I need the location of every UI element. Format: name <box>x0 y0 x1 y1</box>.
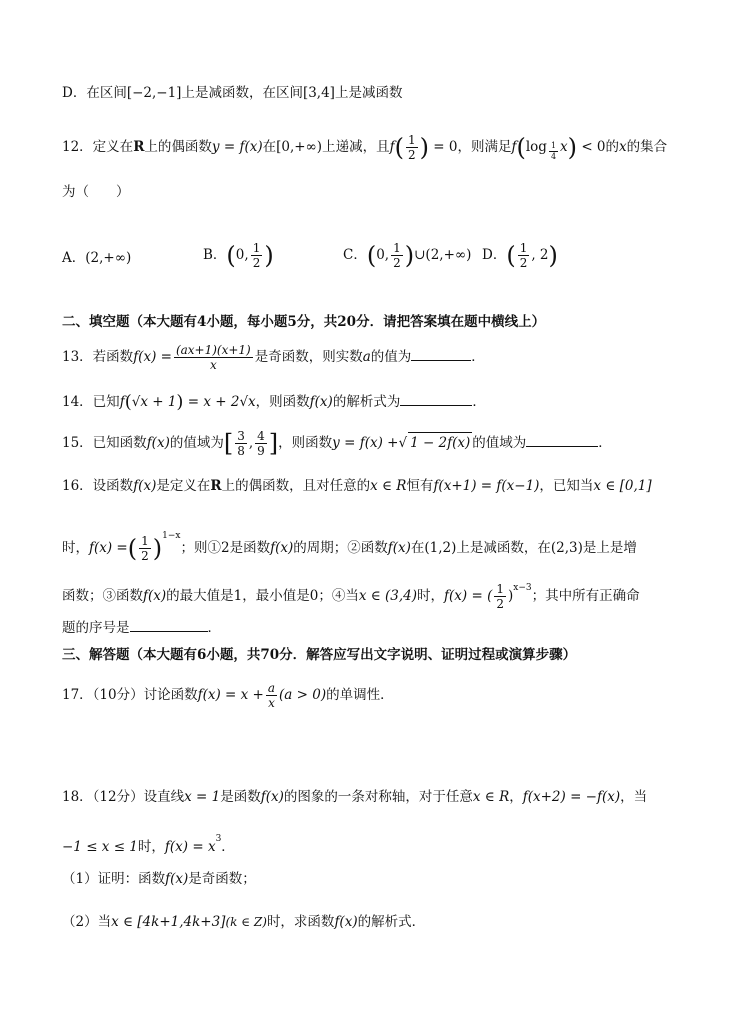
q15-y: y = f(x) + <box>332 435 399 451</box>
q16-l3-c: 时， <box>417 588 445 604</box>
q15-frac-2 <box>255 430 267 457</box>
q12-paren-open: ( <box>394 133 404 162</box>
q12-option-c <box>343 242 471 269</box>
q18-fx: f(x) <box>260 789 284 805</box>
q16-answer-blank[interactable] <box>130 617 208 632</box>
q12-eq0: = 0 <box>433 139 458 155</box>
q18-part1 <box>62 869 256 889</box>
q16-l1-d: 恒有 <box>406 478 434 494</box>
q14-answer-blank[interactable] <box>400 391 472 406</box>
q14-open: ( <box>124 391 132 413</box>
q16-l1-c: 上的偶函数，且对任意的 <box>221 478 371 494</box>
q16-half-den: 2 <box>141 549 149 563</box>
q12-b-num: 1 <box>252 241 261 255</box>
q16-xin01: x ∈ [0,1] <box>593 478 652 494</box>
q16-xinR: x ∈ R <box>370 478 407 494</box>
q16-close: ) <box>152 534 163 563</box>
q13 <box>62 344 485 371</box>
q16-half-num2: 1 <box>496 582 504 596</box>
q18-line1 <box>62 787 647 807</box>
q15-fx: f(x) <box>146 435 170 451</box>
q12-option-c-label: C． <box>343 247 367 263</box>
q12-stem-line2 <box>62 182 130 202</box>
q12-c-right: ∪(2,+∞) <box>414 247 472 263</box>
q12-text-a: 12．定义在 <box>62 139 134 155</box>
q16-line4 <box>62 617 221 638</box>
q12-b-den: 2 <box>252 256 261 270</box>
q16-l1-e: ，已知当 <box>539 478 594 494</box>
q12-d-frac <box>518 242 530 269</box>
q12-text-e: 上递减，且 <box>322 139 390 155</box>
q13-fx: f(x) = <box>133 349 172 365</box>
q15-close: ] <box>268 429 279 458</box>
q18-l2-c: f(x) = x <box>164 839 216 855</box>
q18-p1-a: （1）证明：函数 <box>62 871 166 887</box>
q18-l1-b: 是函数 <box>220 789 261 805</box>
q14-prefix: 14．已知 <box>62 394 120 410</box>
q16-l2-d: 在 <box>410 540 425 556</box>
q12-log: log <box>525 139 547 155</box>
q14-fx: f(x) <box>309 394 333 410</box>
q12-half-den: 2 <box>407 148 416 162</box>
section-3-heading <box>62 645 576 665</box>
q18-p1-b: 是奇函数； <box>188 871 256 887</box>
q12-b-close: ) <box>264 241 274 270</box>
q12-b-left: 0, <box>235 247 249 263</box>
q15-frac-1 <box>235 430 247 457</box>
q16-fx: f(x) <box>133 478 157 494</box>
q15-r1-num: 3 <box>237 429 245 443</box>
q13-den: x <box>209 358 217 372</box>
q15-r1-den: 8 <box>237 444 245 458</box>
q14-rhs: = x + 2√x <box>187 394 256 410</box>
q12-log-base-num: 1 <box>550 141 557 150</box>
q15-open: [ <box>223 429 234 458</box>
q12-c-num: 1 <box>393 241 401 255</box>
q12-line2: 为（ ） <box>62 184 130 200</box>
q16-fx4: f(x) <box>143 588 167 604</box>
q16-half-frac2 <box>494 583 506 610</box>
q15-r2-den: 9 <box>257 444 265 458</box>
q18-fx3: f(x) <box>334 914 358 930</box>
q13-prefix: 13．若函数 <box>62 349 134 365</box>
q12-b-open: ( <box>226 241 236 270</box>
q16-line1 <box>62 476 652 496</box>
q16-xin34: x ∈ (3,4) <box>358 588 418 604</box>
q16-half-num: 1 <box>141 534 149 548</box>
q16-R: R <box>210 478 222 494</box>
q12-x: x <box>619 139 627 155</box>
q17-num: a <box>267 681 276 695</box>
q12-d-num: 1 <box>519 241 528 255</box>
q13-a: a <box>362 349 371 365</box>
q12-text-h: 的集合 <box>626 139 668 155</box>
q18-cube: 3 <box>215 834 222 844</box>
q16-l2-a: 时， <box>62 540 89 556</box>
q13-period: ． <box>471 349 485 365</box>
q12-f2: f <box>511 139 517 155</box>
q12-option-d <box>482 242 558 269</box>
q15-r2-num: 4 <box>257 429 265 443</box>
q16-period: ． <box>207 620 221 636</box>
q15-end: 的值域为 <box>472 435 527 451</box>
q15-sqrt: 1 − 2f(x) <box>408 432 472 453</box>
q18-l1-d: ， <box>509 789 523 805</box>
q12-text-d: 在 <box>262 139 277 155</box>
q12-c-close: ) <box>404 241 415 270</box>
q16-l2-b: ；则①2是函数 <box>180 540 271 556</box>
q12-half-num: 1 <box>407 133 416 147</box>
q15-answer-blank[interactable] <box>526 432 598 447</box>
q16-exp: 1−x <box>162 531 181 541</box>
q16-l2-f: 是上是增 <box>582 540 637 556</box>
q18-xinR: x ∈ R <box>472 789 510 805</box>
section-2-heading <box>62 312 545 332</box>
q16-i12: (1,2) <box>424 540 457 556</box>
q16-l3-b: 的最大值是1，最小值是0；④当 <box>166 588 359 604</box>
q18-p2-a: （2）当 <box>62 914 112 930</box>
q12-option-d-label: D． <box>482 247 507 263</box>
q18-part2 <box>62 912 425 932</box>
q12-stem <box>62 134 667 161</box>
q12-d-close: ) <box>548 241 558 270</box>
q16-fxeq2: f(x) = ( <box>444 588 493 604</box>
q14-suffix: ，则函数 <box>255 394 310 410</box>
q15-period: ． <box>598 435 612 451</box>
q12-b-frac <box>251 242 263 269</box>
q18-l2-d: ． <box>221 839 235 855</box>
q14-period: ． <box>472 394 486 410</box>
q11-option-d <box>62 83 402 103</box>
q12-paren-close: ) <box>419 133 429 162</box>
q17-cond: (a > 0) <box>279 687 327 703</box>
q12-d-den: 2 <box>519 256 528 270</box>
q18-l1-a: 18．（12分）设直线 <box>62 789 185 805</box>
q16-l2-e: 上是减函数，在 <box>456 540 551 556</box>
q18-p2-c: 的解析式． <box>357 914 426 930</box>
q15-mid2: ，则函数 <box>278 435 333 451</box>
q16-l3-d: ；其中所有正确命 <box>531 588 640 604</box>
q16-half-den2: 2 <box>496 597 504 611</box>
q17-suffix: 的单调性． <box>326 687 394 703</box>
q15: 15．已知函数f(x)的值域为[ $\frac{3}{8}$ , $\frac{4}{9}$ ]，则函数y = f(x) +√ 1 − 2f(x) 的值域为 ． <box>62 429 612 458</box>
q18-eq: f(x+2) = −f(x) <box>522 789 621 805</box>
q12-log-x: x <box>560 139 568 155</box>
q16-i23: (2,3) <box>550 540 583 556</box>
q13-num: (ax+1)(x+1) <box>175 343 251 357</box>
q14 <box>62 391 486 413</box>
q18-l1-e: ，当 <box>620 789 648 805</box>
q12-log-base-den: 4 <box>550 152 557 161</box>
q18-l2-b: 时， <box>137 839 165 855</box>
q16-fxeq: f(x) = <box>89 540 128 556</box>
q12-log-base <box>549 142 558 161</box>
q12-paren-open2: ( <box>516 133 526 162</box>
q14-f: f <box>119 394 125 410</box>
q12-half-frac <box>406 134 418 161</box>
q13-answer-blank[interactable] <box>411 346 471 361</box>
q17-frac <box>266 682 277 709</box>
q16-open: ( <box>127 534 138 563</box>
q12-lt0: < 0 <box>581 139 606 155</box>
q13-frac <box>174 344 253 371</box>
q17-den: x <box>268 696 275 710</box>
q12-text-g: 的 <box>605 139 620 155</box>
q18-fx2: f(x) <box>165 871 189 887</box>
q16-fx3: f(x) <box>387 540 411 556</box>
q13-end: 的值为 <box>370 349 412 365</box>
q12-f: f <box>389 139 395 155</box>
q18-x1: x = 1 <box>184 789 221 805</box>
q12-c-left: 0, <box>376 247 390 263</box>
q18-line2 <box>62 829 235 857</box>
q16-fx2: f(x) <box>270 540 294 556</box>
q12-option-a <box>62 248 131 268</box>
q12-text-f: ，则满足 <box>457 139 512 155</box>
q16-line3: 函数；③函数f(x)的最大值是1，最小值是0；④当x ∈ (3,4)时，f(x) = ( $\frac{1}{2}$ )$^{x-3}$；其中所有正确命 <box>62 582 640 611</box>
q12-d-right: , 2 <box>531 247 549 263</box>
q14-arg: √x + 1 <box>131 394 177 410</box>
q16-l3-a: 函数；③函数 <box>62 588 143 604</box>
q12-c-den: 2 <box>393 256 401 270</box>
q12-option-a-text: A．(2,+∞) <box>62 250 132 266</box>
q16-l4: 题的序号是 <box>62 620 130 636</box>
q16-line2 <box>62 526 637 562</box>
q15-sqrt-sign: √ <box>398 435 408 451</box>
q12-R: R <box>133 139 145 155</box>
section-2-text: 二、填空题（本大题有4小题，每小题5分，共20分．请把答案填在题中横线上） <box>62 314 546 330</box>
q12-text-b: 上的偶函数 <box>144 139 212 155</box>
q17 <box>62 682 394 709</box>
q12-option-b-label: B． <box>203 247 227 263</box>
q14-end: 的解析式为 <box>332 394 401 410</box>
q13-suffix: 是奇函数，则实数 <box>254 349 363 365</box>
q11-option-d-text: D．在区间[−2,−1]上是减函数，在区间[3,4]上是减函数 <box>62 85 403 101</box>
q18-p2-k: (k ∈ Z) <box>225 915 267 929</box>
q12-c-frac <box>391 242 403 269</box>
q16-l1-b: 是定义在 <box>156 478 211 494</box>
q12-d-open: ( <box>506 241 516 270</box>
q16-exp2: x−3 <box>513 583 532 593</box>
q16-l2-c: 的周期；②函数 <box>293 540 388 556</box>
q16-l1-a: 16．设函数 <box>62 478 134 494</box>
q12-y-fx: y = f(x) <box>211 139 263 155</box>
q17-fx: f(x) = x + <box>197 687 264 703</box>
q18-p2-b: 时，求函数 <box>266 914 335 930</box>
q12-c-open: ( <box>366 241 377 270</box>
q18-p2-int: x ∈ [4k+1,4k+3] <box>111 914 226 930</box>
q14-close: ) <box>176 391 184 413</box>
q12-paren-close2: ) <box>567 133 578 162</box>
q16-eq: f(x+1) = f(x−1) <box>433 478 540 494</box>
q15-prefix: 15．已知函数 <box>62 435 147 451</box>
q12-interval: [0,+∞) <box>276 139 323 155</box>
q18-l1-c: 的图象的一条对称轴，对于任意 <box>283 789 473 805</box>
q18-l2-a: −1 ≤ x ≤ 1 <box>62 839 138 855</box>
section-3-text: 三、解答题（本大题有6小题，共70分．解答应写出文字说明、证明过程或演算步骤） <box>62 647 577 663</box>
q12-option-b <box>203 242 274 269</box>
q15-mid: 的值域为 <box>169 435 224 451</box>
q16-half-frac <box>139 535 151 562</box>
q17-prefix: 17．（10分）讨论函数 <box>62 687 198 703</box>
